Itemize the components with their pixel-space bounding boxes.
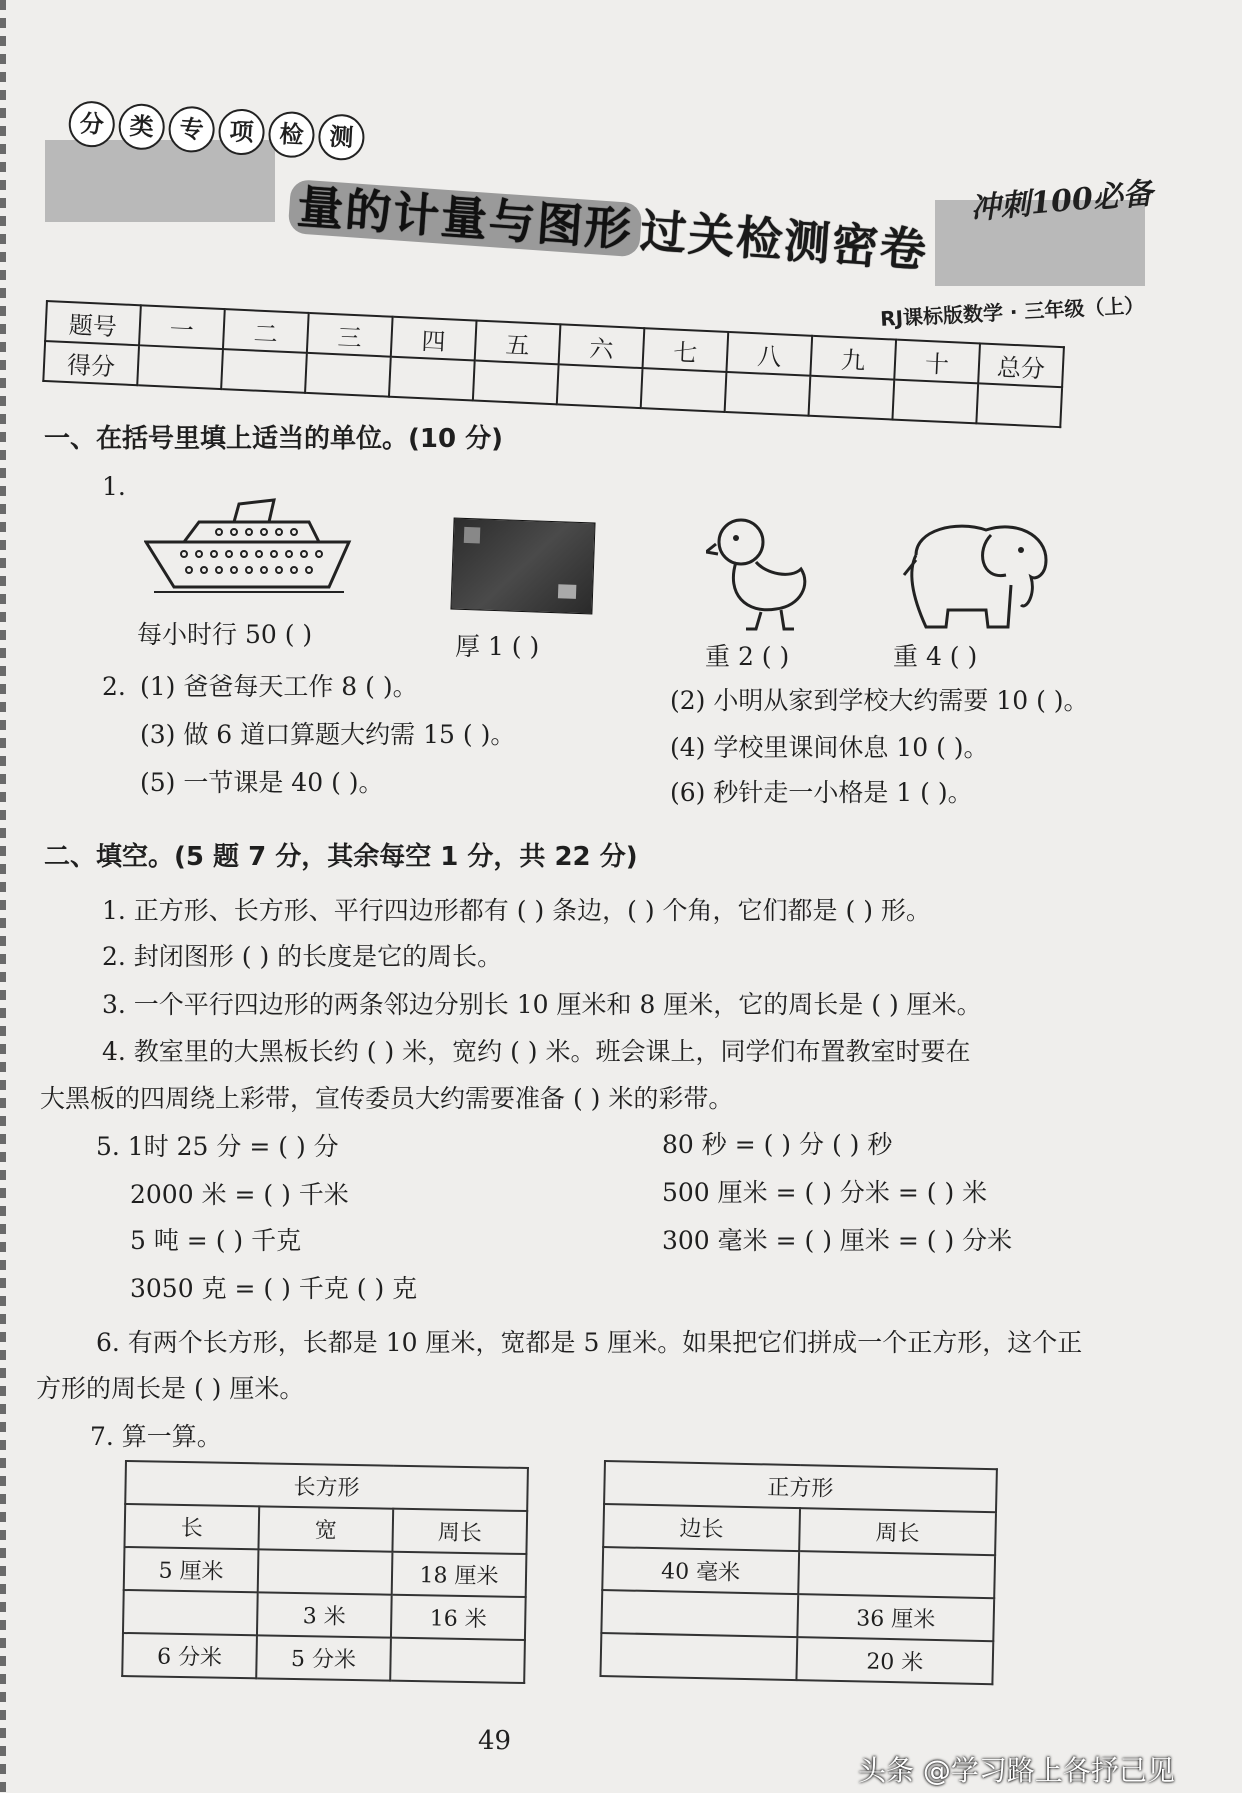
rect-cell: 5 厘米 bbox=[124, 1547, 259, 1592]
s2-q5-right-2: 500 厘米 = ( ) 分米 = ( ) 米 bbox=[662, 1178, 988, 1207]
rectangle-table bbox=[121, 1460, 529, 1684]
rect-cell: 6 分米 bbox=[122, 1633, 257, 1678]
square-table bbox=[599, 1460, 997, 1685]
score-col: 六 bbox=[559, 324, 645, 368]
table-row bbox=[123, 1590, 526, 1640]
rect-cell-blank[interactable] bbox=[258, 1549, 393, 1594]
square-header: 边长 bbox=[603, 1504, 800, 1551]
caption-ship: 每小时行 50 ( ) bbox=[137, 620, 313, 649]
card-chip-icon bbox=[558, 584, 576, 599]
score-col: 三 bbox=[307, 313, 393, 357]
series-char: 分 bbox=[68, 100, 116, 148]
score-cell[interactable] bbox=[305, 353, 391, 397]
s2-q1: 1. 正方形、长方形、平行四边形都有 ( ) 条边，( ) 个角，它们都是 ( ) 形。 bbox=[102, 896, 931, 925]
score-cell[interactable] bbox=[473, 361, 559, 405]
title-main: 量的计量与图形 bbox=[288, 179, 643, 257]
score-col: 二 bbox=[223, 309, 309, 353]
rect-cell: 3 米 bbox=[257, 1592, 392, 1637]
square-cell: 40 毫米 bbox=[602, 1547, 799, 1594]
score-col: 七 bbox=[643, 328, 729, 372]
page-number: 49 bbox=[478, 1726, 512, 1756]
caption-card: 厚 1 ( ) bbox=[455, 632, 540, 661]
score-col: 四 bbox=[391, 317, 477, 361]
score-cell[interactable] bbox=[557, 364, 643, 408]
score-row-label: 题号 bbox=[45, 301, 141, 345]
s2-q4-line2: 大黑板的四周绕上彩带，宣传委员大约需要准备 ( ) 米的彩带。 bbox=[40, 1084, 734, 1113]
slogan: 冲刺100必备 bbox=[969, 176, 1155, 227]
q2-item-6: (6) 秒针走一小格是 1 ( )。 bbox=[670, 778, 973, 807]
table-row bbox=[600, 1633, 993, 1684]
s2-q5-left-3: 5 吨 = ( ) 千克 bbox=[130, 1226, 302, 1255]
rect-header: 宽 bbox=[258, 1506, 393, 1551]
series-char: 测 bbox=[317, 113, 365, 161]
rect-header: 长 bbox=[124, 1504, 259, 1549]
elephant-icon bbox=[896, 515, 1061, 635]
s2-q5-left-1: 5. 1时 25 分 = ( ) 分 bbox=[96, 1132, 339, 1161]
section1-heading: 一、在括号里填上适当的单位。(10 分) bbox=[44, 424, 503, 454]
rect-cell: 18 厘米 bbox=[392, 1552, 527, 1597]
watermark: 头条 @学习路上各抒己见 bbox=[858, 1754, 1175, 1787]
score-cell[interactable] bbox=[137, 345, 223, 389]
edition-label: RJ课标版数学 · 三年级（上） bbox=[879, 293, 1145, 331]
series-char: 项 bbox=[217, 108, 265, 156]
score-cell[interactable] bbox=[892, 380, 978, 424]
q2-label: 2. bbox=[102, 672, 126, 701]
square-cell-blank[interactable] bbox=[798, 1551, 995, 1598]
square-header: 周长 bbox=[799, 1508, 996, 1555]
score-col: 五 bbox=[475, 321, 561, 365]
s2-q4-line1: 4. 教室里的大黑板长约 ( ) 米，宽约 ( ) 米。班会课上，同学们布置教室时要在 bbox=[102, 1037, 971, 1066]
rect-cell-blank[interactable] bbox=[390, 1638, 525, 1683]
page-title bbox=[287, 170, 930, 280]
score-cell[interactable] bbox=[976, 383, 1062, 427]
score-col: 九 bbox=[810, 336, 896, 380]
series-char: 检 bbox=[267, 110, 315, 158]
s2-q5-left-2: 2000 米 = ( ) 千米 bbox=[130, 1180, 349, 1209]
card-logo-icon bbox=[464, 527, 481, 544]
chick-icon bbox=[706, 514, 816, 634]
score-cell[interactable] bbox=[725, 372, 811, 416]
square-cell: 20 米 bbox=[796, 1637, 993, 1684]
rect-cell-blank[interactable] bbox=[123, 1590, 258, 1635]
s2-q7: 7. 算一算。 bbox=[90, 1422, 222, 1451]
s2-q5-right-1: 80 秒 = ( ) 分 ( ) 秒 bbox=[662, 1130, 893, 1159]
q2-item-5: (5) 一节课是 40 ( )。 bbox=[140, 768, 384, 797]
series-char: 类 bbox=[118, 103, 166, 151]
s2-q6-line1: 6. 有两个长方形，长都是 10 厘米，宽都是 5 厘米。如果把它们拼成一个正方形，这个正 bbox=[96, 1328, 1083, 1357]
square-cell-blank[interactable] bbox=[600, 1633, 797, 1680]
section2-heading: 二、填空。(5 题 7 分，其余每空 1 分，共 22 分) bbox=[44, 842, 638, 872]
s2-q3: 3. 一个平行四边形的两条邻边分别长 10 厘米和 8 厘米，它的周长是 ( ) 厘米。 bbox=[102, 990, 982, 1019]
score-cell[interactable] bbox=[389, 357, 475, 401]
table-row bbox=[124, 1547, 527, 1597]
series-char: 专 bbox=[167, 105, 215, 153]
rect-table-title: 长方形 bbox=[125, 1461, 528, 1511]
q2-item-3: (3) 做 6 道口算题大约需 15 ( )。 bbox=[140, 720, 516, 749]
score-col: 八 bbox=[726, 332, 812, 376]
q2-item-2: (2) 小明从家到学校大约需要 10 ( )。 bbox=[670, 686, 1089, 715]
square-cell-blank[interactable] bbox=[601, 1590, 798, 1637]
score-cell[interactable] bbox=[641, 368, 727, 412]
score-col: 十 bbox=[894, 340, 980, 384]
score-col: 一 bbox=[139, 305, 225, 349]
rect-cell: 16 米 bbox=[391, 1595, 526, 1640]
q2-item-4: (4) 学校里课间休息 10 ( )。 bbox=[670, 733, 989, 762]
table-row bbox=[122, 1633, 525, 1683]
caption-elephant: 重 4 ( ) bbox=[893, 642, 978, 671]
title-rest: 过关检测密卷 bbox=[638, 203, 930, 278]
caption-chick: 重 2 ( ) bbox=[705, 642, 790, 671]
q1-label: 1. bbox=[102, 472, 126, 501]
s2-q6-line2: 方形的周长是 ( ) 厘米。 bbox=[36, 1374, 305, 1403]
ship-icon bbox=[144, 492, 359, 602]
square-cell: 36 厘米 bbox=[797, 1594, 994, 1641]
score-cell[interactable] bbox=[809, 376, 895, 420]
bank-card-image bbox=[450, 518, 595, 615]
score-row-label: 得分 bbox=[43, 341, 139, 385]
rect-header: 周长 bbox=[392, 1509, 527, 1554]
s2-q5-right-3: 300 毫米 = ( ) 厘米 = ( ) 分米 bbox=[662, 1226, 1013, 1255]
score-cell[interactable] bbox=[221, 349, 307, 393]
q2-item-1: (1) 爸爸每天工作 8 ( )。 bbox=[140, 672, 418, 701]
binding-holes bbox=[0, 0, 6, 1793]
s2-q5-left-4: 3050 克 = ( ) 千克 ( ) 克 bbox=[130, 1274, 418, 1303]
rect-cell: 5 分米 bbox=[256, 1635, 391, 1680]
s2-q2: 2. 封闭图形 ( ) 的长度是它的周长。 bbox=[102, 942, 503, 971]
score-col: 总分 bbox=[978, 343, 1064, 387]
square-table-title: 正方形 bbox=[604, 1461, 997, 1512]
